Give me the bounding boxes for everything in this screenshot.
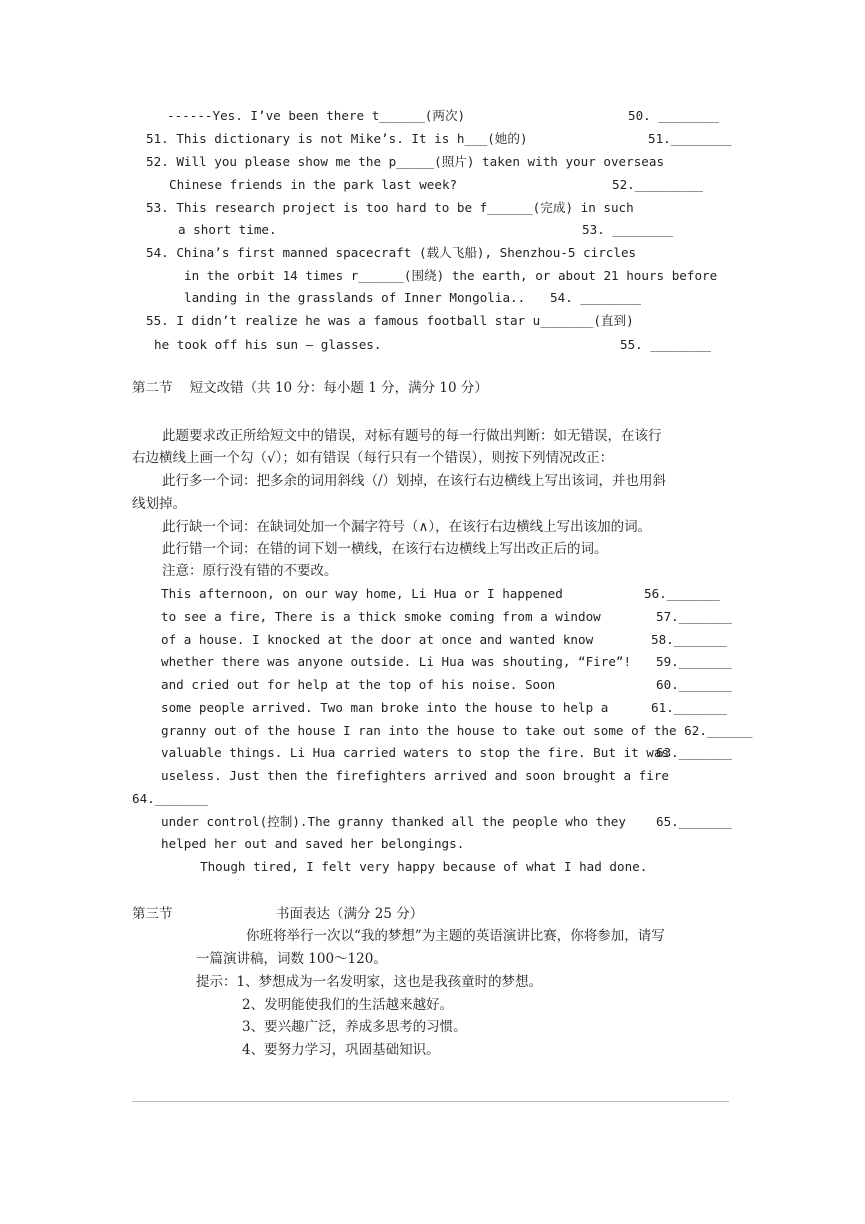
- passage-line-60: and cried out for help at the top of his noise. Soon: [161, 677, 556, 692]
- passage-line-67: Though tired, I felt very happy because of what I had done.: [200, 859, 648, 874]
- question-54-line-2: in the orbit 14 times r______(围绕) the earth, or about 21 hours before: [184, 268, 718, 283]
- question-53-line-1: 53. This research project is too hard to be f______(完成) in such: [146, 200, 634, 215]
- answer-blank-52: 52._________: [612, 177, 703, 192]
- writing-hint-4: 4、要努力学习，巩固基础知识。: [242, 1042, 440, 1058]
- instruction-note: 注意：原行没有错的不要改。: [162, 563, 338, 579]
- section-3-heading: 书面表达（满分 25 分）: [276, 906, 424, 922]
- answer-blank-61: 61._______: [651, 700, 727, 715]
- instruction-line-4: 线划掉。: [132, 496, 186, 512]
- writing-prompt-line-2: 一篇演讲稿，词数 100～120。: [196, 951, 387, 967]
- answer-blank-55: 55. ________: [620, 337, 711, 352]
- writing-prompt-line-1: 你班将举行一次以“我的梦想”为主题的英语演讲比赛，你将参加，请写: [246, 928, 665, 944]
- answer-blank-58: 58._______: [651, 632, 727, 647]
- answer-blank-60: 60._______: [656, 677, 732, 692]
- question-52-line-1: 52. Will you please show me the p_____(照片) taken with your overseas: [146, 154, 665, 169]
- answer-blank-54: 54. ________: [550, 290, 641, 305]
- passage-line-56: This afternoon, on our way home, Li Hua or I happened: [161, 586, 563, 601]
- instruction-line-1: 此题要求改正所给短文中的错误，对标有题号的每一行做出判断：如无错误，在该行: [162, 428, 662, 444]
- answer-blank-59: 59._______: [656, 654, 732, 669]
- instruction-line-6: 此行错一个词：在错的词下划一横线，在该行右边横线上写出改正后的词。: [162, 541, 608, 557]
- question-55-line-1: 55. I didn’t realize he was a famous football star u_______(直到): [146, 313, 634, 328]
- question-53-line-2: a short time.: [178, 222, 277, 237]
- question-51-line: 51. This dictionary is not Mike’s. It is h___(她的): [146, 131, 528, 146]
- writing-hint-2: 2、发明能使我们的生活越来越好。: [242, 997, 454, 1013]
- passage-line-66: helped her out and saved her belongings.: [161, 836, 465, 851]
- passage-line-62: granny out of the house I ran into the house to take out some of the 62.______: [161, 723, 753, 738]
- writing-hint-3: 3、要兴趣广泛，养成多思考的习惯。: [242, 1019, 467, 1035]
- section-2-heading: 第二节 短文改错（共 10 分：每小题 1 分，满分 10 分）: [132, 380, 488, 396]
- answer-blank-57: 57._______: [656, 609, 732, 624]
- question-54-line-3: landing in the grasslands of Inner Mongolia..: [184, 290, 526, 305]
- answer-blank-63: 63._______: [656, 745, 732, 760]
- question-52-line-2: Chinese friends in the park last week?: [169, 177, 458, 192]
- answer-blank-50: 50. ________: [628, 108, 719, 123]
- answer-blank-51: 51.________: [648, 131, 732, 146]
- passage-line-63: valuable things. Li Hua carried waters to stop the fire. But it was: [161, 745, 669, 760]
- passage-line-58: of a house. I knocked at the door at once and wanted know: [161, 632, 594, 647]
- question-50-line: ------Yes. I’ve been there t______(两次): [167, 108, 466, 123]
- instruction-line-5: 此行缺一个词：在缺词处加一个漏字符号（∧），在该行右边横线上写出该加的词。: [162, 519, 652, 535]
- passage-line-59: whether there was anyone outside. Li Hua was shouting, “Fire”!: [161, 654, 632, 669]
- answer-blank-65: 65._______: [656, 814, 732, 829]
- passage-line-57: to see a fire, There is a thick smoke coming from a window: [161, 609, 601, 624]
- passage-line-65: under control(控制).The granny thanked all the people who they: [161, 814, 626, 829]
- instruction-line-2: 右边横线上画一个勾（√）；如有错误（每行只有一个错误），则按下列情况改正：: [132, 450, 614, 466]
- section-3-label: 第三节: [132, 906, 173, 922]
- question-55-line-2: he took off his sun – glasses.: [154, 337, 382, 352]
- writing-hint-1: 提示：1、梦想成为一名发明家，这也是我孩童时的梦想。: [196, 974, 543, 990]
- instruction-line-3: 此行多一个词：把多余的词用斜线（/）划掉，在该行右边横线上写出该词，并也用斜: [162, 473, 667, 489]
- answer-blank-53: 53. ________: [582, 222, 673, 237]
- passage-line-61: some people arrived. Two man broke into the house to help a: [161, 700, 609, 715]
- page-footer-divider: [132, 1101, 729, 1102]
- answer-blank-56: 56._______: [644, 586, 720, 601]
- question-54-line-1: 54. China’s first manned spacecraft (载人飞船), Shenzhou-5 circles: [146, 245, 637, 260]
- answer-blank-64: 64._______: [132, 791, 208, 806]
- passage-line-64: useless. Just then the firefighters arrived and soon brought a fire: [161, 768, 669, 783]
